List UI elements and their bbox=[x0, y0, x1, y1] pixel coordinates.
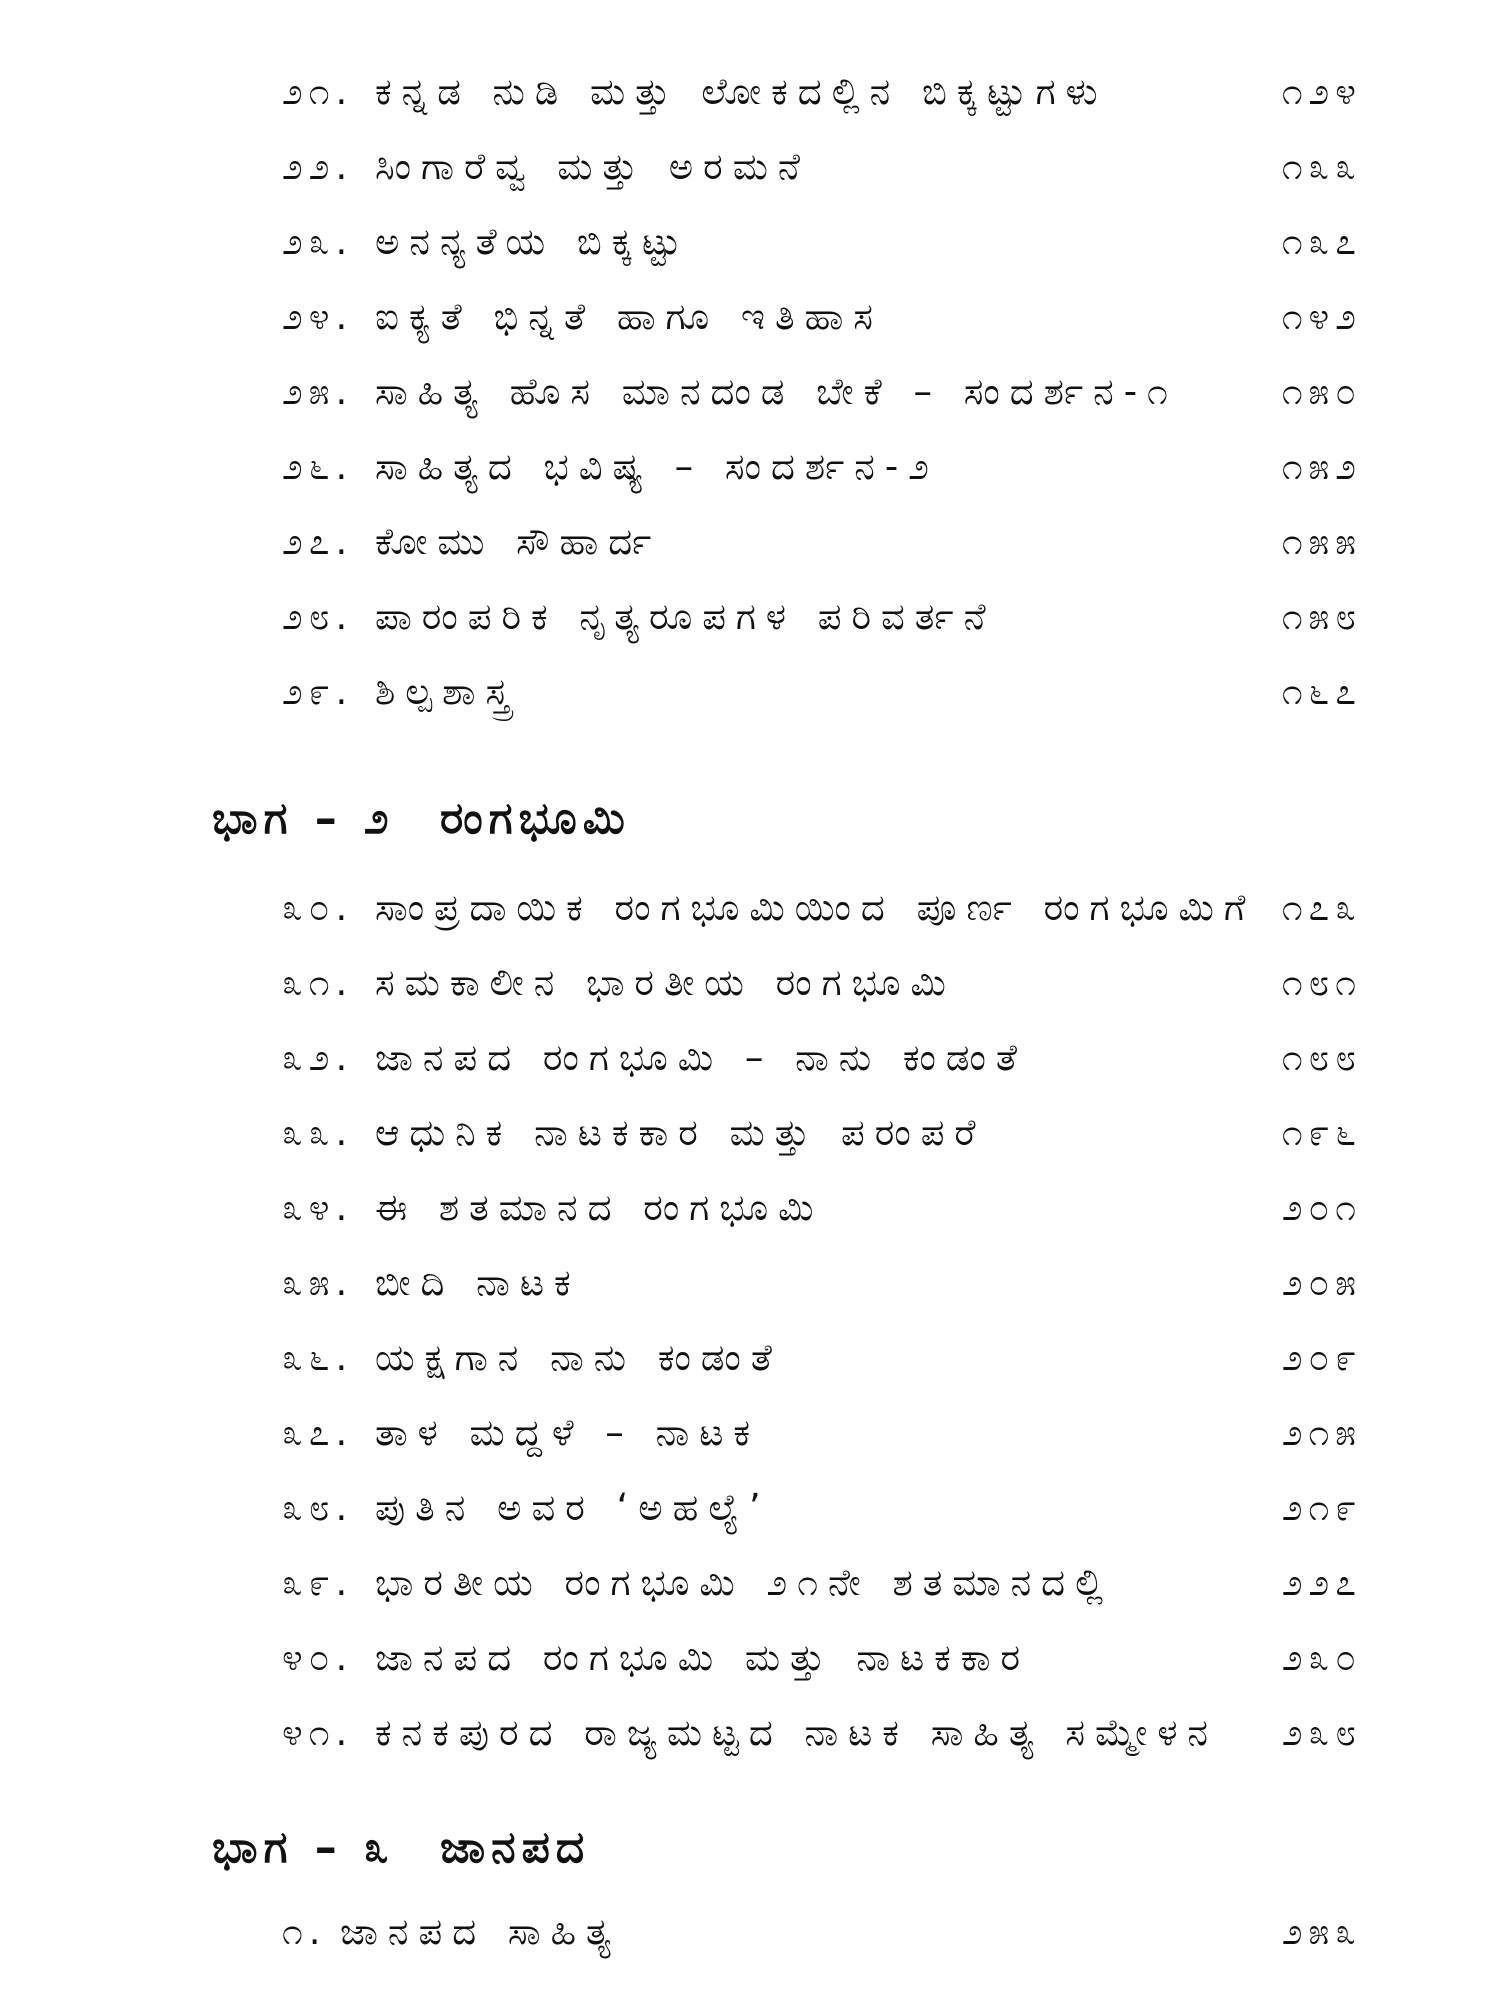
entry-page-number: ೨೦೫ bbox=[1281, 1261, 1362, 1304]
toc-entry bbox=[0, 362, 1500, 437]
section-heading-folklore bbox=[212, 1822, 614, 1873]
entry-title: ಸಾಂಪ್ರದಾಯಿಕ ರಂಗಭೂಮಿಯಿಂದ ಪೂರ್ಣ ರಂಗಭೂಮಿಗೆ bbox=[375, 886, 1256, 929]
entry-title: ಸಿಂಗಾರೆವ್ವ ಮತ್ತು ಅರಮನೆ bbox=[375, 145, 810, 188]
toc-entry bbox=[0, 137, 1500, 212]
toc-entry bbox=[0, 662, 1500, 737]
entry-page-number: ೧೭೩ bbox=[1281, 886, 1362, 929]
toc-entry bbox=[0, 1178, 1500, 1253]
entry-page-number: ೧೨೪ bbox=[1281, 70, 1362, 113]
toc-entry bbox=[0, 512, 1500, 587]
toc-entry bbox=[0, 1328, 1500, 1403]
toc-entry bbox=[0, 1902, 1500, 1977]
toc-entry bbox=[0, 1103, 1500, 1178]
entry-title: ಕನ್ನಡ ನುಡಿ ಮತ್ತು ಲೋಕದಲ್ಲಿನ ಬಿಕ್ಕಟ್ಟುಗಳು bbox=[375, 70, 1108, 113]
entry-title: ಜಾನಪದ ರಂಗಭೂಮಿ – ನಾನು ಕಂಡಂತೆ bbox=[375, 1036, 1027, 1079]
entry-title: ಭಾರತೀಯ ರಂಗಭೂಮಿ ೨೧ನೇ ಶತಮಾನದಲ್ಲಿ bbox=[375, 1561, 1114, 1604]
entry-number: ೩೩. bbox=[282, 1111, 354, 1154]
entry-number: ೩೫. bbox=[282, 1261, 354, 1304]
entry-page-number: ೨೫೩ bbox=[1281, 1910, 1362, 1953]
toc-section-1 bbox=[0, 62, 1500, 737]
entry-number: ೩೭. bbox=[282, 1411, 354, 1454]
entry-title: ಸಾಹಿತ್ಯ ಹೊಸ ಮಾನದಂಡ ಬೇಕೆ – ಸಂದರ್ಶನ-೧ bbox=[375, 370, 1178, 413]
entry-title: ಐಕ್ಯತೆ ಭಿನ್ನತೆ ಹಾಗೂ ಇತಿಹಾಸ bbox=[375, 295, 883, 338]
toc-entry bbox=[0, 287, 1500, 362]
toc-section-3 bbox=[0, 1902, 1500, 1977]
entry-page-number: ೧೪೨ bbox=[1281, 295, 1362, 338]
entry-page-number: ೨೦೧ bbox=[1281, 1186, 1362, 1229]
entry-number: ೨೭. bbox=[282, 520, 354, 563]
toc-entry bbox=[0, 1628, 1500, 1703]
entry-number: ೩೬. bbox=[282, 1336, 354, 1379]
toc-entry bbox=[0, 62, 1500, 137]
entry-number: ೨೮. bbox=[282, 595, 354, 638]
entry-title: ತಾಳ ಮದ್ದಳೆ – ನಾಟಕ bbox=[375, 1411, 761, 1454]
toc-entry bbox=[0, 1403, 1500, 1478]
entry-page-number: ೨೨೭ bbox=[1281, 1561, 1362, 1604]
entry-number: ೩೧. bbox=[282, 961, 354, 1004]
entry-number: ೨೬. bbox=[282, 445, 354, 488]
entry-page-number: ೨೧೯ bbox=[1281, 1486, 1362, 1529]
entry-number: ೪೦. bbox=[282, 1636, 354, 1679]
entry-number: ೨೫. bbox=[282, 370, 354, 413]
entry-title: ಶಿಲ್ಪಶಾಸ್ತ್ರ bbox=[375, 670, 520, 713]
entry-number: ೨೯. bbox=[282, 670, 354, 713]
toc-section-2 bbox=[0, 878, 1500, 1778]
toc-entry bbox=[0, 1253, 1500, 1328]
entry-title: ಜಾನಪದ ರಂಗಭೂಮಿ ಮತ್ತು ನಾಟಕಕಾರ bbox=[375, 1636, 1031, 1679]
entry-title: ಪುತಿನ ಅವರ ‘ಅಹಲ್ಯೆ’ bbox=[375, 1486, 771, 1529]
entry-title: ಯಕ್ಷಗಾನ ನಾನು ಕಂಡಂತೆ bbox=[375, 1336, 782, 1379]
entry-page-number: ೧೩೭ bbox=[1281, 220, 1362, 263]
section-label: ಭಾಗ – ೩ bbox=[212, 1822, 395, 1873]
entry-number: ೩೯. bbox=[282, 1561, 354, 1604]
entry-page-number: ೧೮೧ bbox=[1281, 961, 1362, 1004]
entry-number: ೧. bbox=[282, 1910, 327, 1953]
entry-page-number: ೧೬೭ bbox=[1281, 670, 1362, 713]
entry-page-number: ೨೩೦ bbox=[1281, 1636, 1362, 1679]
section-name: ಜಾನಪದ bbox=[440, 1822, 591, 1873]
entry-page-number: ೧೮೮ bbox=[1281, 1036, 1362, 1079]
entry-number: ೩೨. bbox=[282, 1036, 354, 1079]
entry-number: ೨೪. bbox=[282, 295, 354, 338]
entry-page-number: ೧೫೨ bbox=[1281, 445, 1362, 488]
entry-title: ಸಾಹಿತ್ಯದ ಭವಿಷ್ಯ – ಸಂದರ್ಶನ-೨ bbox=[375, 445, 939, 488]
entry-page-number: ೨೩೮ bbox=[1281, 1711, 1362, 1754]
entry-title: ಈ ಶತಮಾನದ ರಂಗಭೂಮಿ bbox=[375, 1186, 824, 1229]
toc-entry bbox=[0, 1028, 1500, 1103]
entry-page-number: ೧೫೮ bbox=[1281, 595, 1362, 638]
section-name: ರಂಗಭೂಮಿ bbox=[440, 793, 631, 844]
entry-page-number: ೨೦೯ bbox=[1281, 1336, 1362, 1379]
entry-title: ಕನಕಪುರದ ರಾಜ್ಯಮಟ್ಟದ ನಾಟಕ ಸಾಹಿತ್ಯ ಸಮ್ಮೇಳನ bbox=[375, 1711, 1218, 1754]
entry-title: ಸಮಕಾಲೀನ ಭಾರತೀಯ ರಂಗಭೂಮಿ bbox=[375, 961, 956, 1004]
toc-entry bbox=[0, 1478, 1500, 1553]
toc-entry bbox=[0, 1553, 1500, 1628]
entry-title: ಆಧುನಿಕ ನಾಟಕಕಾರ ಮತ್ತು ಪರಂಪರೆ bbox=[375, 1111, 986, 1154]
entry-title: ಅನನ್ಯತೆಯ ಬಿಕ್ಕಟ್ಟು bbox=[375, 220, 691, 263]
toc-entry bbox=[0, 1703, 1500, 1778]
entry-title: ಪಾರಂಪರಿಕ ನೃತ್ಯರೂಪಗಳ ಪರಿವರ್ತನೆ bbox=[375, 595, 996, 638]
entry-page-number: ೧೯೬ bbox=[1281, 1111, 1362, 1154]
entry-number: ೨೩. bbox=[282, 220, 354, 263]
entry-number: ೨೨. bbox=[282, 145, 354, 188]
section-heading-theatre bbox=[212, 793, 655, 844]
toc-entry bbox=[0, 587, 1500, 662]
entry-number: ೪೧. bbox=[282, 1711, 354, 1754]
toc-entry bbox=[0, 878, 1500, 953]
entry-number: ೩೪. bbox=[282, 1186, 354, 1229]
entry-page-number: ೨೧೫ bbox=[1281, 1411, 1362, 1454]
entry-page-number: ೧೩೩ bbox=[1281, 145, 1362, 188]
toc-entry bbox=[0, 437, 1500, 512]
entry-title: ಜಾನಪದ ಸಾಹಿತ್ಯ bbox=[340, 1910, 621, 1953]
entry-page-number: ೧೫೫ bbox=[1281, 520, 1362, 563]
entry-title: ಕೋಮು ಸೌಹಾರ್ದ bbox=[375, 520, 662, 563]
toc-entry bbox=[0, 953, 1500, 1028]
section-label: ಭಾಗ – ೨ bbox=[212, 793, 395, 844]
entry-number: ೨೧. bbox=[282, 70, 354, 113]
toc-entry bbox=[0, 212, 1500, 287]
entry-title: ಬೀದಿ ನಾಟಕ bbox=[375, 1261, 581, 1304]
entry-number: ೩೦. bbox=[282, 886, 354, 929]
entry-number: ೩೮. bbox=[282, 1486, 354, 1529]
entry-page-number: ೧೫೦ bbox=[1281, 370, 1362, 413]
